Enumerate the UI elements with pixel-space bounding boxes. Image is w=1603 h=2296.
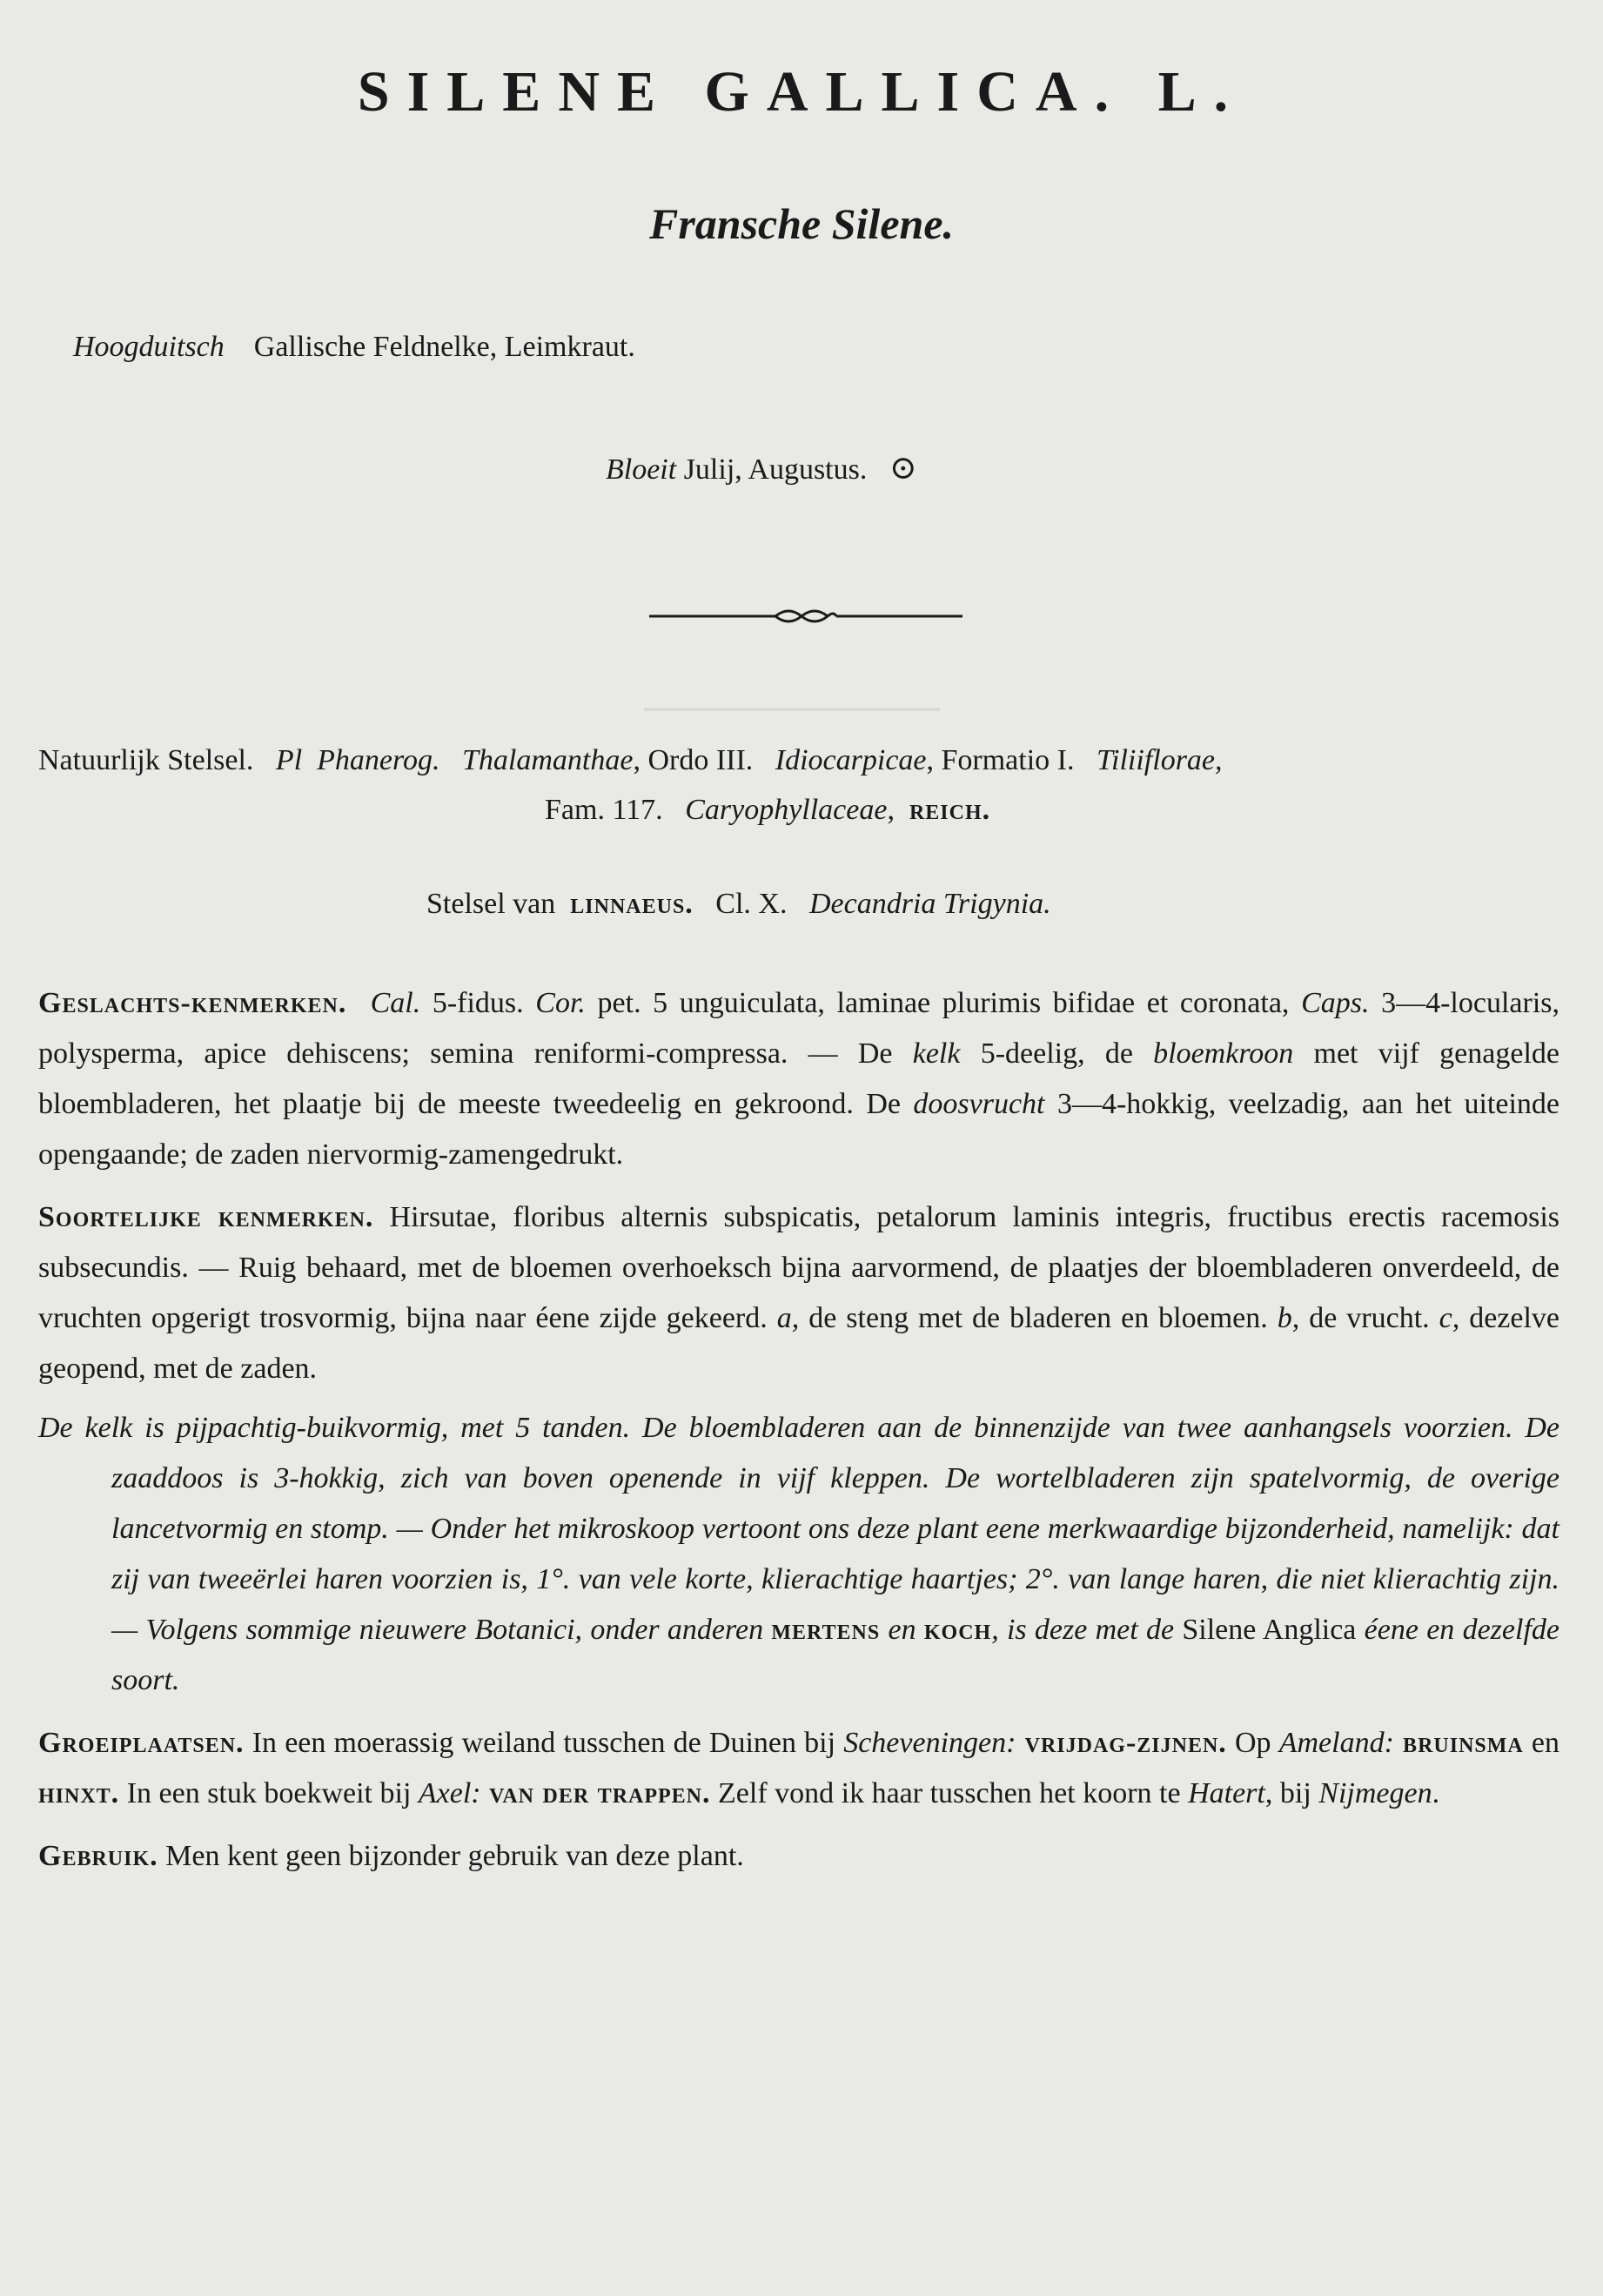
beschrijving-text-3: éene en dezelfde soort. xyxy=(111,1614,1559,1696)
italic-description xyxy=(38,1403,1559,1706)
natuurlijk-formatio: , Formatio I. xyxy=(926,744,1075,776)
groei-axel: Axel: xyxy=(418,1777,481,1809)
groei-text-5: , bij xyxy=(1264,1777,1319,1809)
groei-text-1: In een moerassig weiland tusschen de Duinen bij xyxy=(244,1727,844,1759)
groei-bruinsma: bruinsma xyxy=(1393,1727,1524,1759)
natuurlijk-reich: reich. xyxy=(909,794,991,826)
geslacht-text-6: 3—4-hokkig, veelzadig, aan het uiteinde opengaande; de zaden niervormig-zamengedrukt. xyxy=(38,1088,1559,1171)
geslacht-caps: Caps. xyxy=(1301,987,1370,1019)
groei-nijmegen: Nijmegen xyxy=(1318,1777,1432,1809)
natuurlijk-comma: , xyxy=(887,794,895,826)
natuurlijk-phanerog: Phanerog. xyxy=(317,744,440,776)
soort-label: Soortelijke kenmerken. xyxy=(38,1201,374,1233)
stelsel-decandria: Decandria Trigynia. xyxy=(808,888,1051,920)
groei-hinxt: hinxt. xyxy=(38,1777,120,1809)
groeiplaatsen xyxy=(38,1718,1559,1819)
bloeit-line xyxy=(606,448,917,487)
groei-en: en xyxy=(1523,1727,1559,1759)
groei-van-der-trappen: van der trappen. xyxy=(480,1777,711,1809)
geslacht-kelk: kelk xyxy=(912,1037,961,1070)
hoogduitsch-text: Gallische Feldnelke, Leimkraut. xyxy=(253,331,635,363)
beschrijving-mertens: mertens xyxy=(771,1614,881,1646)
geslacht-text-1: 5-fidus. xyxy=(420,987,536,1019)
soort-a: a, xyxy=(776,1302,800,1334)
stelsel-linnaeus: linnaeus. xyxy=(570,888,694,920)
natuurlijk-pl: Pl xyxy=(275,744,303,776)
natuurlijk-fam: Fam. 117. xyxy=(545,794,663,826)
gebruik xyxy=(38,1831,1559,1882)
gebruik-label: Gebruik. xyxy=(38,1840,158,1872)
groei-text-3: In een stuk boekweit bij xyxy=(119,1777,419,1809)
gebruik-text: Men kent geen bijzonder gebruik van deze plant. xyxy=(158,1840,744,1872)
natuurlijk-lead: Natuurlijk Stelsel. xyxy=(38,744,254,776)
beschrijving-text-2: , is deze met de xyxy=(991,1614,1183,1646)
groei-ameland: Ameland: xyxy=(1278,1727,1394,1759)
groei-vrijdag-zijnen: vrijdag-zijnen. xyxy=(1016,1727,1227,1759)
beschrijving-en: en xyxy=(880,1614,924,1646)
soort-text-3: de vrucht. xyxy=(1299,1302,1439,1334)
geslacht-doosvrucht: doosvrucht xyxy=(913,1088,1045,1120)
groei-text-2: Op xyxy=(1226,1727,1279,1759)
groei-scheveningen: Scheveningen: xyxy=(843,1727,1016,1759)
natuurlijk-stelsel-line-1 xyxy=(38,744,1223,777)
hoogduitsch-label: Hoogduitsch xyxy=(73,331,225,363)
soort-text-1: Hirsutae, floribus alternis subspicatis, petalorum laminis integris, fructibus erectis racemosis subsecundis. — Ruig behaard, met de bloemen overhoeksch bijna aarvormend, de plaatjes der bloembladeren onverdeeld, de vruchten opgerigt trosvormig, bijna naar éene zijde gekeerd. xyxy=(38,1201,1560,1334)
common-name: Fransche Silene. xyxy=(648,199,955,248)
groei-text-6: . xyxy=(1432,1777,1440,1809)
geslacht-text-5: met vijf genagelde bloembladeren, het plaatje bij de meeste tweedeelig en gekroond. De xyxy=(38,1037,1559,1120)
geslacht-cor: Cor. xyxy=(535,987,586,1019)
natuurlijk-caryophyllaceae: Caryophyllaceae xyxy=(685,794,888,826)
bloeit-label: Bloeit xyxy=(606,453,677,486)
annual-symbol: ⊙ xyxy=(889,450,917,487)
bloeit-text: Julij, Augustus. xyxy=(683,453,868,486)
natuurlijk-stelsel-line-2 xyxy=(545,794,990,827)
beschrijving-koch: koch xyxy=(923,1614,992,1646)
show-through-ornament xyxy=(644,701,940,718)
geslachts-kenmerken xyxy=(38,978,1559,1180)
soort-c: c, xyxy=(1439,1302,1460,1334)
geslacht-text-2: pet. 5 unguiculata, laminae plurimis bifidae et coronata, xyxy=(585,987,1302,1019)
natuurlijk-idiocarpicae: Idiocarpicae xyxy=(775,744,927,776)
stelsel-linnaeus-line xyxy=(426,888,1051,921)
page-title: SILENE GALLICA. L. xyxy=(357,60,1246,124)
soortelijke-kenmerken xyxy=(38,1192,1559,1394)
geslacht-text-4: 5-deelig, de xyxy=(960,1037,1154,1070)
natuurlijk-ordo: , Ordo III. xyxy=(633,744,754,776)
groei-text-4: Zelf vond ik haar tusschen het koorn te xyxy=(710,1777,1189,1809)
natuurlijk-thalamanthae: Thalamanthae xyxy=(461,744,634,776)
hoogduitsch-line xyxy=(73,331,635,364)
description-block xyxy=(38,978,1559,1882)
stelsel-class: Cl. X. xyxy=(715,888,788,920)
beschrijving-silene-anglica: Silene Anglica xyxy=(1182,1614,1357,1646)
geslacht-text-3: 3—4-locularis, polysperma, apice dehiscens; semina reniformi-compressa. — De xyxy=(38,987,1560,1070)
soort-text-4: dezelve geopend, met de zaden. xyxy=(38,1302,1560,1385)
soort-b: b, xyxy=(1277,1302,1300,1334)
soort-text-2: de steng met de bladeren en bloemen. xyxy=(799,1302,1278,1334)
geslacht-label: Geslachts-kenmerken. xyxy=(38,987,347,1019)
beschrijving-text-1: De kelk is pijpachtig-buikvormig, met 5 tanden. De bloembladeren aan de binnenzijde van twee aanhangsels voorzien. De zaaddoos is 3-hokkig, zich van boven openende in vijf kleppen. De wortelbladeren zijn spatelvormig, de overige lancetvormig en stomp. — Onder het mikroskoop vertoont ons deze plant eene merkwaardige bijzonderheid, namelijk: dat zij van tweeërlei haren voorzien is, 1°. van vele korte, klierachtige haartjes; 2°. van lange haren, die niet klierachtig zijn. — Volgens sommige nieuwere Botanici, onder anderen xyxy=(38,1412,1559,1646)
geslacht-cal: Cal. xyxy=(370,987,421,1019)
geslacht-bloemkroon: bloemkroon xyxy=(1153,1037,1294,1070)
groei-hatert: Hatert xyxy=(1188,1777,1265,1809)
natuurlijk-tiliiflorae: Tiliiflorae, xyxy=(1096,744,1223,776)
divider-ornament-icon xyxy=(649,601,962,632)
groei-label: Groeiplaatsen. xyxy=(38,1727,245,1759)
stelsel-lead: Stelsel van xyxy=(426,888,556,920)
